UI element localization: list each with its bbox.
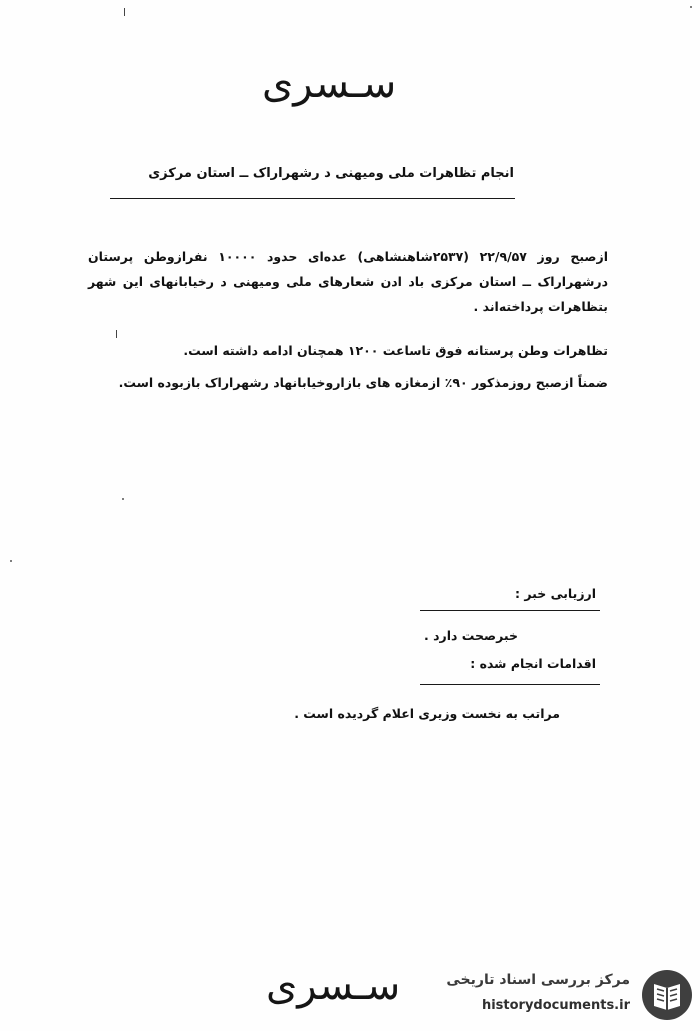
- archive-watermark: [408, 968, 694, 1024]
- watermark-title: مرکز بررسی اسناد تاریخی: [446, 972, 630, 988]
- body-paragraph-2: تظاهرات وطن پرستانه فوق تاساعت ۱۲۰۰ همچنان ادامه داشته است.: [183, 343, 608, 358]
- scan-mark: [124, 8, 125, 16]
- subject-underline: [110, 198, 515, 199]
- actions-value: مراتب به نخست وزیری اعلام گردیده است .: [294, 706, 560, 721]
- archive-book-logo-icon: [640, 968, 694, 1022]
- watermark-site[interactable]: historydocuments.ir: [481, 998, 630, 1013]
- classification-bottom: سـسرى: [266, 963, 401, 1009]
- actions-label: اقدامات انجام شده :: [470, 656, 596, 671]
- document-subject: انجام تظاهرات ملی ومیهنی د رشهراراک ــ استان مرکزی: [148, 166, 514, 181]
- scan-speck: [122, 498, 124, 500]
- evaluation-underline: [420, 610, 600, 611]
- scan-speck: [10, 560, 12, 562]
- actions-underline: [420, 684, 600, 685]
- scan-mark: [116, 330, 117, 338]
- body-paragraph-1: ازصبح روز ۲۲/۹/۵۷ (۲۵۳۷شاهنشاهی) عده‌ای حدود ۱۰۰۰۰ نفرازوطن پرستان درشهراراک ــ استان مرکزی باد ادن شعارهای ملی ومیهنی د رخیابانهای این شهر بتظاهرات پرداخته‌اند .: [88, 249, 608, 314]
- scan-speck: [690, 6, 692, 8]
- evaluation-label: ارزیابی خبر :: [515, 586, 596, 601]
- evaluation-value: خبرصحت دارد .: [424, 628, 518, 643]
- body-paragraph-3: ضمناً ازصبح روزمذکور ۹۰٪ ازمغازه های بازاروخیابانهاد رشهراراک بازبوده است.: [118, 375, 608, 390]
- classification-top: سـسرى: [262, 61, 397, 107]
